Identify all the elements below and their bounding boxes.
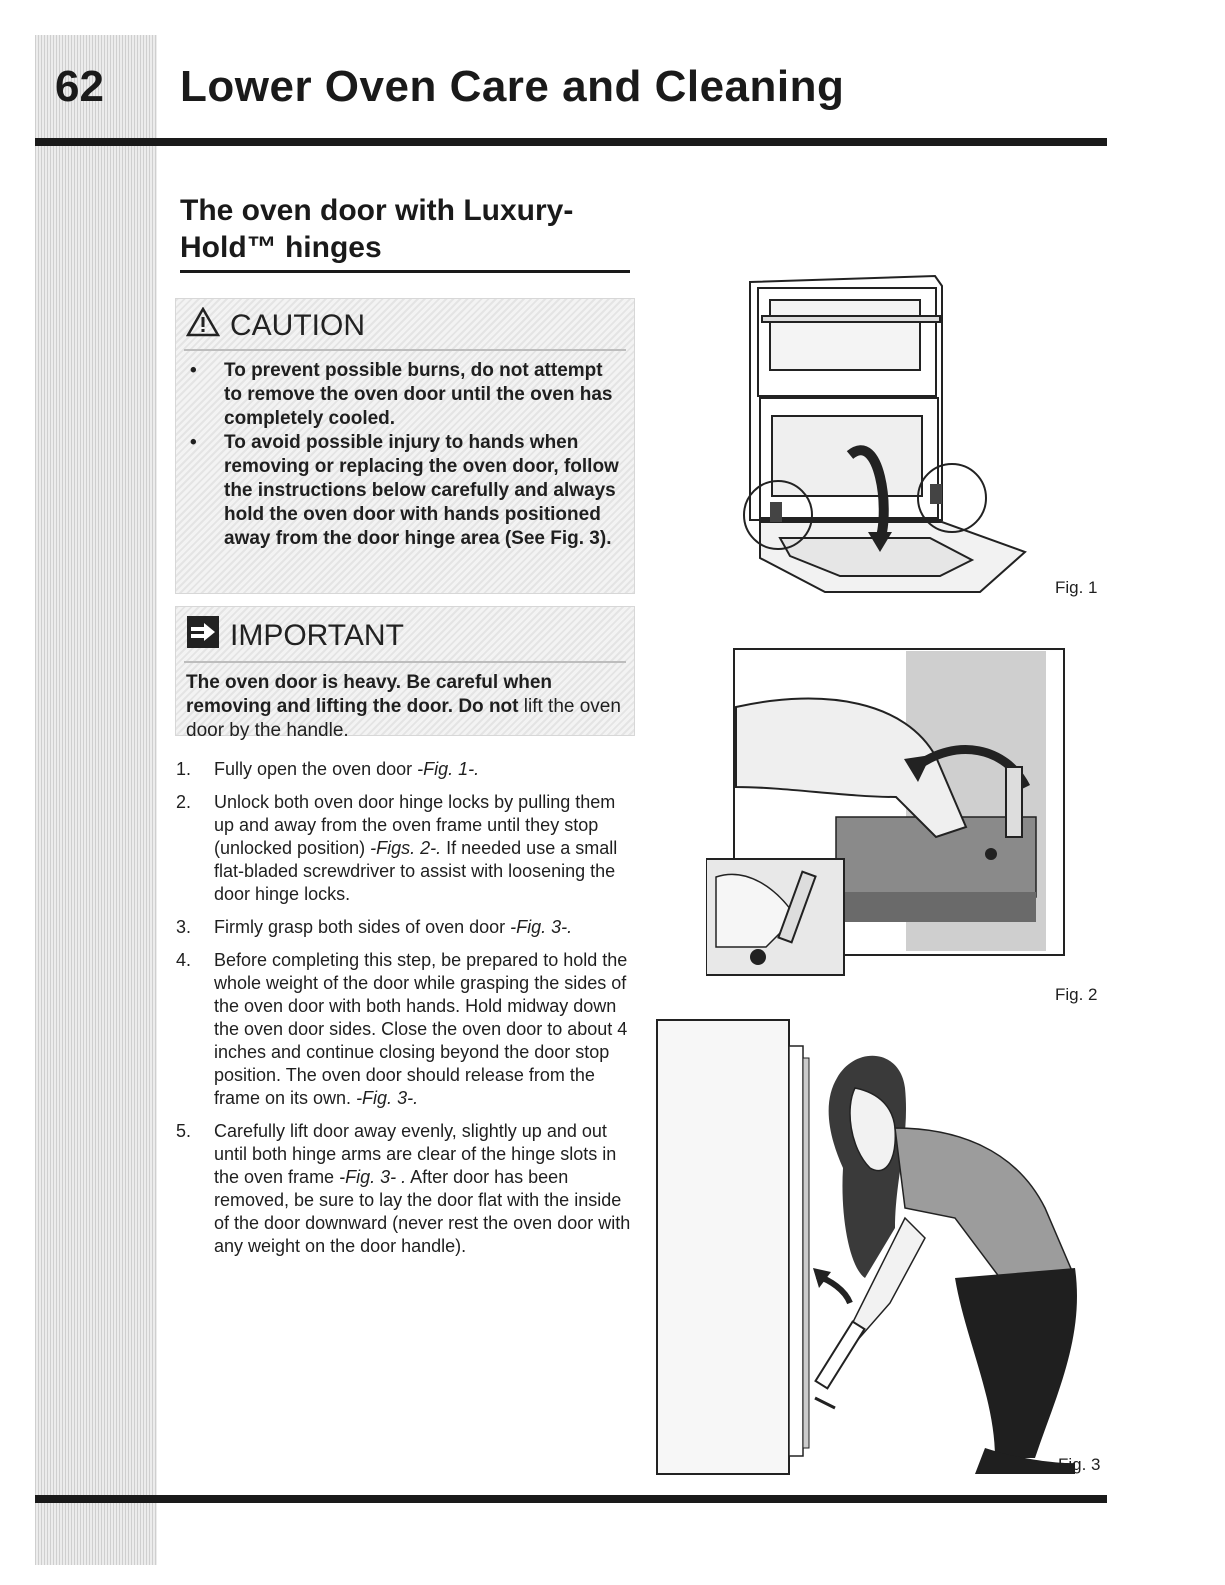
important-box xyxy=(175,606,635,741)
step-number: 1. xyxy=(176,759,192,779)
step-item xyxy=(176,949,636,1110)
step-number: 5. xyxy=(176,1121,192,1141)
step-text-after: After door has been removed, be sure to lay the door flat with the inside of the door downward (never rest the oven door with any weight on the door handle). xyxy=(214,1167,631,1256)
step-item xyxy=(176,791,636,906)
important-text-strong: The oven door is heavy. Be careful when removing and lifting the door. Do not xyxy=(186,672,553,717)
figure-3-person-lifting-door xyxy=(655,1018,1095,1478)
step-item xyxy=(176,1120,636,1258)
section-heading-line1: The oven door with Luxury- xyxy=(180,194,574,227)
step-text: Before completing this step, be prepared to hold the whole weight of the door while grasping the sides of the oven door with both hands. Hold midway down the oven door sides. Close the oven door to about 4 inches and continue closing beyond the door stop position. The oven door should release from the frame on its own. xyxy=(214,950,628,1108)
step-figure-ref: -Fig. 1-. xyxy=(417,759,480,779)
caution-box xyxy=(175,298,635,594)
step-figure-ref: -Fig. 3-. xyxy=(356,1088,419,1108)
page-number: 62 xyxy=(55,62,104,111)
important-text-rest: lift the oven door by the handle. xyxy=(186,696,621,741)
page-title: Lower Oven Care and Cleaning xyxy=(180,62,845,111)
important-label: IMPORTANT xyxy=(230,619,404,652)
figure-3-label: Fig. 3 xyxy=(1058,1455,1101,1474)
top-rule xyxy=(35,138,1107,146)
section-heading xyxy=(180,192,630,266)
steps-list xyxy=(176,758,636,1268)
step-number: 3. xyxy=(176,917,192,937)
figure-2-hinge-unlock xyxy=(706,647,1066,977)
caution-bullet: • To prevent possible burns, do not attempt to remove the oven door until the oven has completely cooled. xyxy=(188,359,624,431)
side-band xyxy=(35,35,157,1565)
step-number: 2. xyxy=(176,792,192,812)
step-figure-ref: -Fig. 3- . xyxy=(339,1167,407,1187)
step-text: Firmly grasp both sides of oven door xyxy=(214,917,511,937)
step-text: Unlock both oven door hinge locks by pulling them up and away from the oven frame until they stop (unlocked position) xyxy=(214,792,616,858)
step-text: Carefully lift door away evenly, slightly up and out until both hinge arms are clear of the hinge slots in the oven frame xyxy=(214,1121,617,1187)
caution-bullet: • To avoid possible injury to hands when removing or replacing the oven door, follow the instructions below carefully and always hold the oven door with hands positioned away from the door hinge area (See Fig. 3). xyxy=(188,431,624,551)
arrow-right-box-icon xyxy=(186,615,220,657)
caution-label: CAUTION xyxy=(230,309,365,342)
figure-1-label: Fig. 1 xyxy=(1055,578,1098,597)
important-header xyxy=(176,607,634,661)
step-text: Fully open the oven door xyxy=(214,759,418,779)
caution-header xyxy=(176,299,634,349)
step-item xyxy=(176,758,636,781)
figure-1-oven-door-open xyxy=(730,270,1040,605)
figure-2-label: Fig. 2 xyxy=(1055,985,1098,1004)
section-rule xyxy=(180,270,630,273)
step-item xyxy=(176,916,636,939)
step-number: 4. xyxy=(176,950,192,970)
step-figure-ref: -Figs. 2-. xyxy=(370,838,442,858)
step-text-after: If needed use a small flat-bladed screwdriver to assist with loosening the door hinge locks. xyxy=(214,838,618,904)
caution-list xyxy=(176,351,634,551)
important-text xyxy=(176,663,634,743)
section-heading-line2: Hold™ hinges xyxy=(180,231,382,264)
bottom-rule xyxy=(35,1495,1107,1503)
step-figure-ref: -Fig. 3-. xyxy=(510,917,573,937)
warning-triangle-icon xyxy=(186,307,220,345)
